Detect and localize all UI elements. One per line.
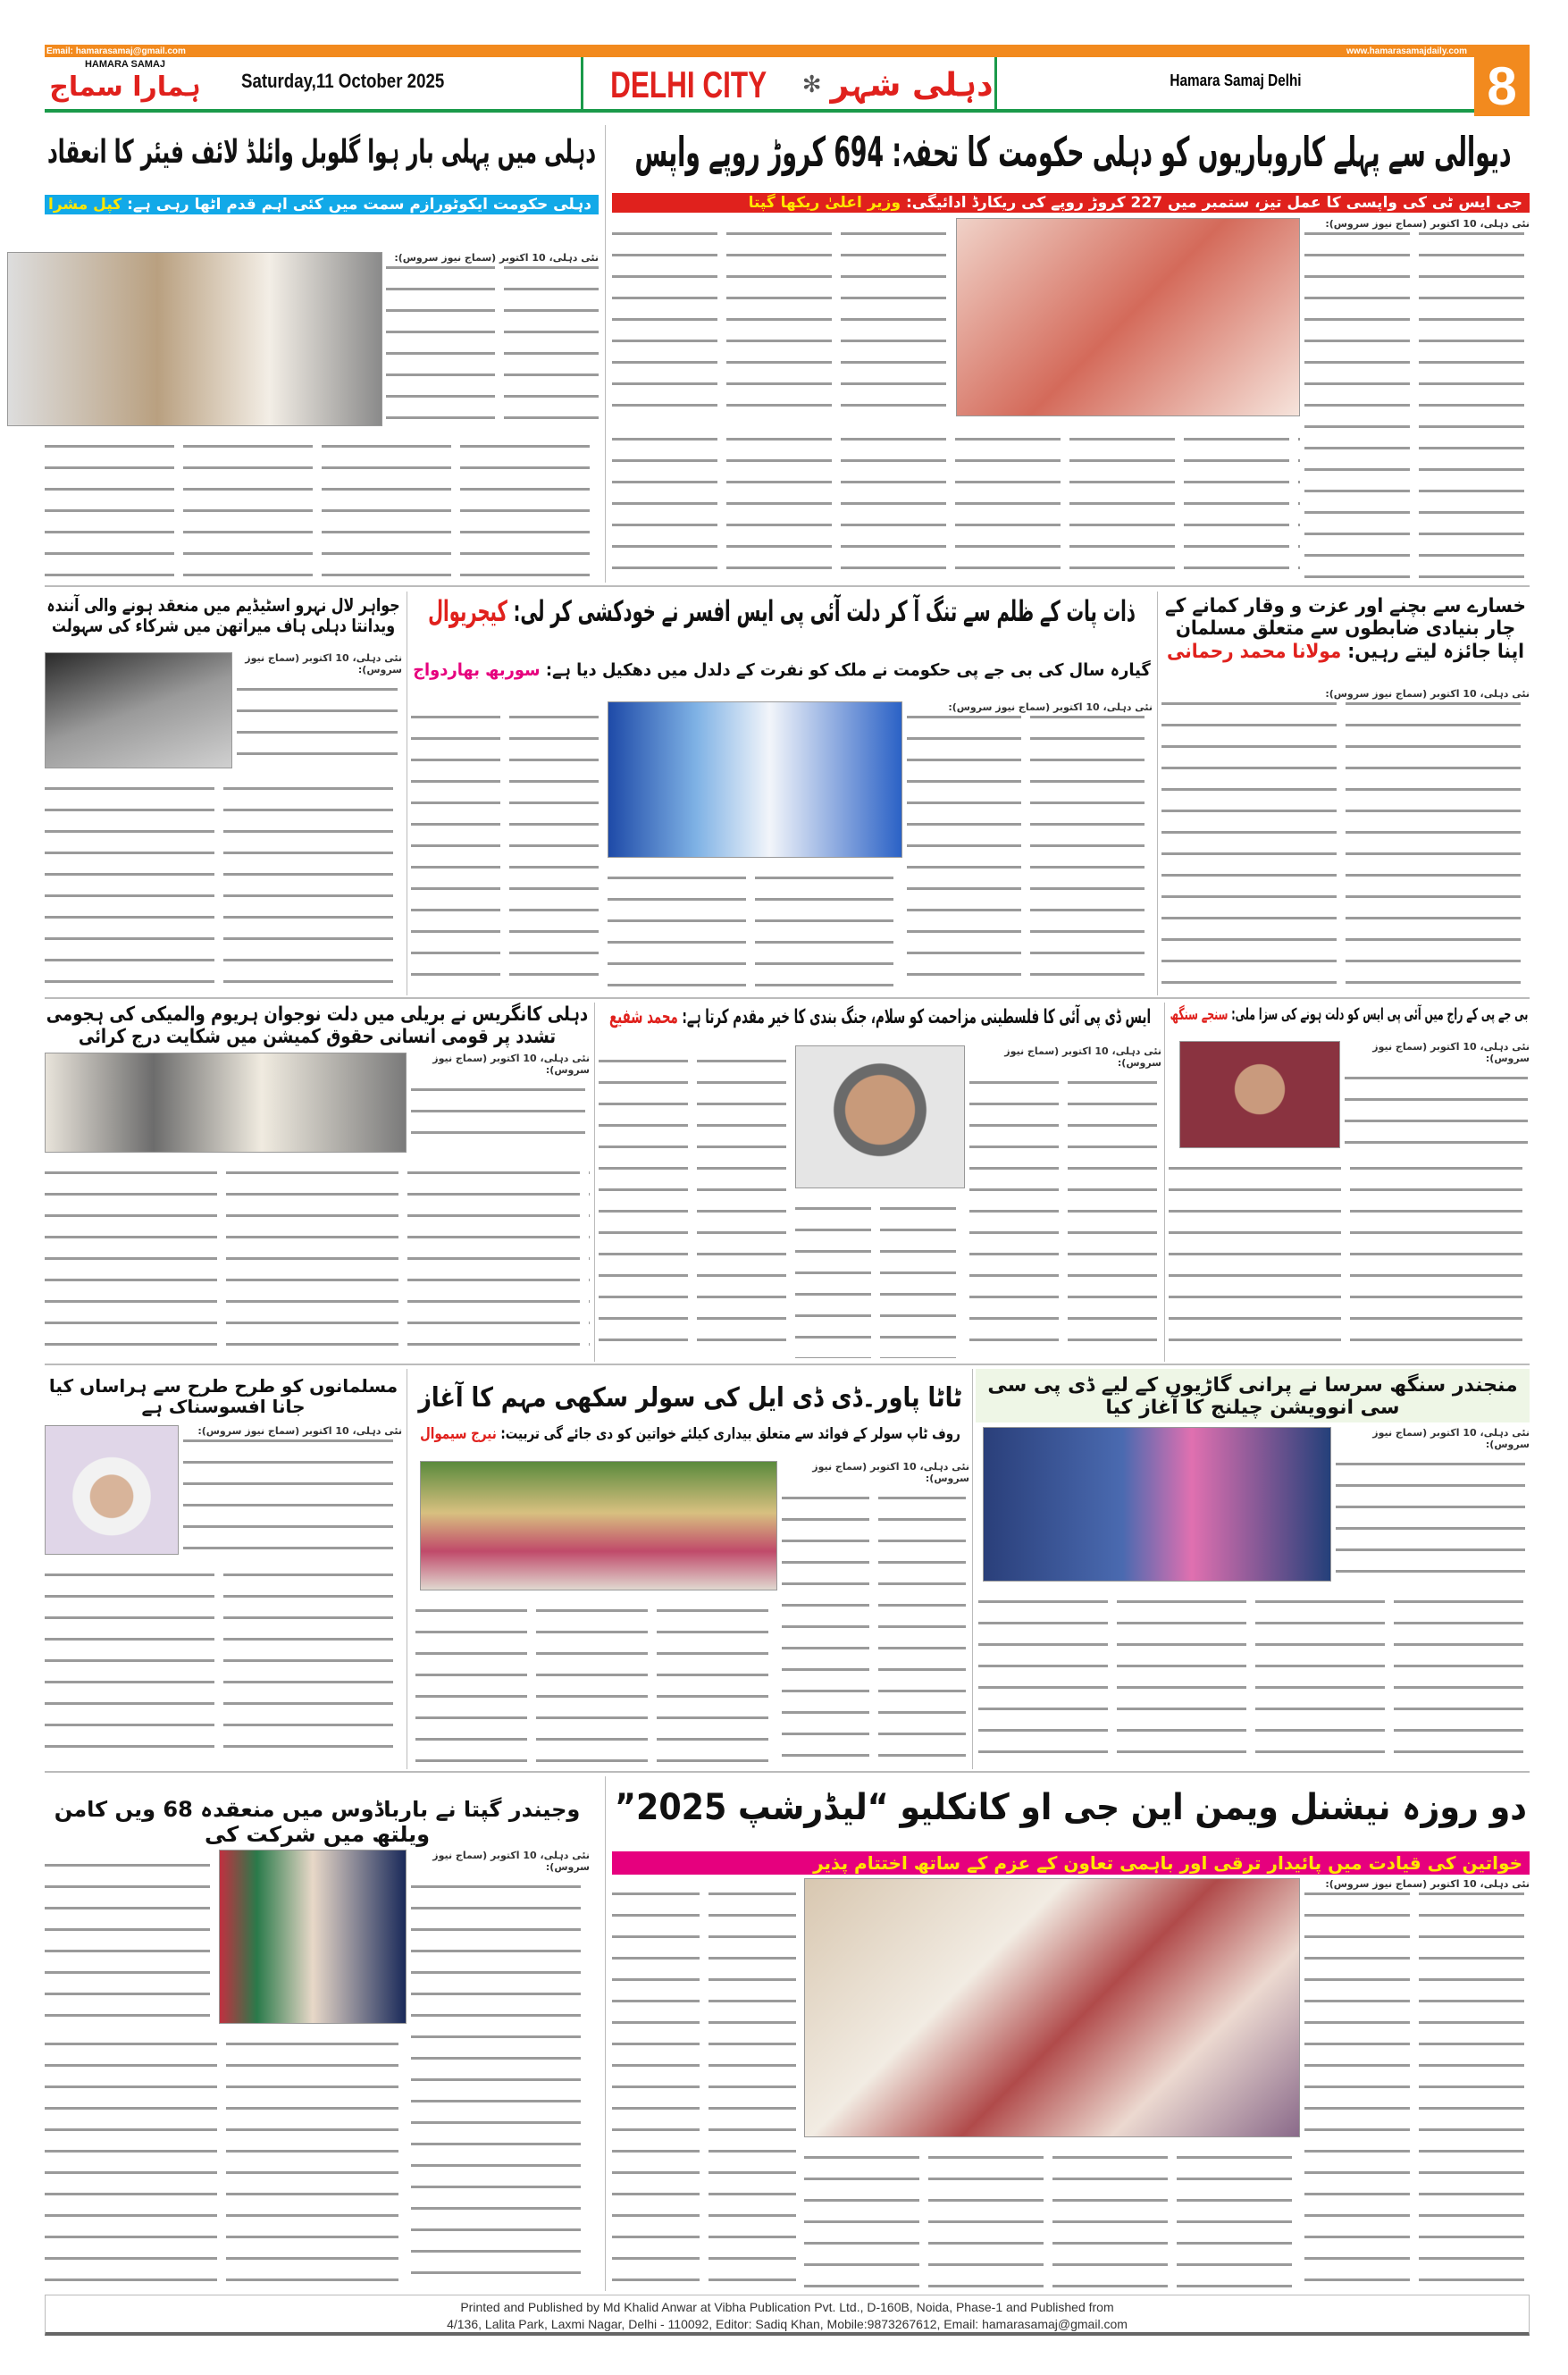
subhead-solar [411, 1426, 969, 1458]
headline-congress: دہلی کانگریس نے بریلی میں دلت نوجوان ہریوم والمیکی کی ہجومی تشدد پر قومی انسانی حقوق کمیشن میں شکایت درج کرائی [46, 1003, 589, 1049]
headline-sanjay [1169, 1006, 1530, 1036]
byline: کپل مشرا [48, 196, 122, 214]
section-title [581, 57, 997, 113]
photo-rekha-gupta [956, 218, 1300, 416]
article-body-gupta-3 [45, 2028, 407, 2289]
headline-wildlife: دہلی میں پہلی بار ہوا گلوبل وائلڈ لائف فیئر کا انعقاد [46, 134, 597, 171]
photo-wildlife-fair [7, 252, 382, 426]
dateline: نئی دہلی، 10 اکتوبر (سماج نیوز سروس): [969, 1045, 1161, 1069]
edition: Hamara Samaj Delhi [1170, 71, 1302, 89]
byline: سنجے سنگھ [1170, 1005, 1228, 1024]
article-body-sdpi-3 [795, 1193, 965, 1358]
headline-kejriwal [411, 595, 1153, 656]
article-body-gst [1304, 218, 1530, 581]
page-number: 8 [1474, 57, 1530, 116]
imprint-line2: 4/136, Lalita Park, Laxmi Nagar, Delhi - 110092, Editor: Sadiq Khan, Mobile:9873267612, Email: hamarasamaj@gmail.com [447, 2317, 1128, 2331]
subhead-women-ngo [612, 1851, 1530, 1875]
subhead-kejriwal [411, 661, 1153, 697]
article-body-kejriwal-3 [608, 862, 902, 992]
imprint-line1: Printed and Published by Md Khalid Anwar at Vibha Publication Pvt. Ltd., D-160B, Noida, Phase-1 and Published from [460, 2300, 1114, 2314]
dateline: نئی دہلی، 10 اکتوبر (سماج نیوز سروس): [1321, 688, 1530, 700]
headline-marathon: جواہر لال نہرو اسٹیڈیم میں منعقد ہونے والی آنندہ ویدانتا دہلی ہاف میراتھن میں شرکاء کی سہولت [46, 594, 400, 636]
logo-en: HAMARA SAMAJ [84, 59, 166, 70]
headline-sdpi [599, 1006, 1161, 1042]
headline-gst: دیوالی سے پہلے کاروباریوں کو دہلی حکومت کا تحفہ: 694 کروڑ روپے واپس [634, 128, 1512, 176]
article-body-sanjay-2 [1169, 1153, 1530, 1358]
article-body-rahmani [1161, 688, 1530, 992]
issue-date: Saturday,11 October 2025 [241, 70, 445, 92]
photo-sanjay-singh [1179, 1041, 1340, 1148]
article-body-kejriwal-2 [411, 701, 603, 992]
imprint-footer [45, 2295, 1530, 2336]
website: www.hamarasamajdaily.com [1346, 46, 1467, 56]
divider [605, 1776, 606, 2291]
article-body-wildlife [386, 252, 599, 426]
divider [45, 997, 1530, 999]
article-body-solar [782, 1461, 969, 1765]
dateline: نئی دہلی، 10 اکتوبر (سماج نیوز سروس): [411, 1053, 590, 1076]
photo-aap-press [608, 701, 902, 858]
subhead-text: روف ٹاپ سولر کے فوائد سے متعلق بیداری کیلئے خواتین کو دی جائے گی تربیت: [500, 1425, 960, 1443]
divider [1157, 592, 1158, 995]
article-body-marathon [237, 652, 402, 768]
byline: محمد شفیع [608, 1006, 678, 1028]
photo-mohammed-shafi [795, 1045, 965, 1188]
dateline: نئی دہلی، 10 اکتوبر (سماج نیوز سروس): [390, 252, 599, 264]
subhead-text: گیارہ سال کی بی جے پی حکومت نے ملک کو نفرت کے دلدل میں دھکیل دیا ہے: [545, 660, 1151, 680]
headline-text: ایس ڈی پی آئی کا فلسطینی مزاحمت کو سلام، جنگ بندی کا خیر مقدم کرتا ہے: [682, 1006, 1152, 1028]
divider [594, 1003, 595, 1362]
dateline: نئی دہلی، 10 اکتوبر (سماج نیوز سروس): [944, 701, 1153, 713]
dateline: نئی دہلی، 10 اکتوبر (سماج نیوز سروس): [1321, 1878, 1530, 1890]
subhead-wildlife [45, 195, 599, 214]
divider [605, 125, 606, 583]
article-body-women-2 [612, 1878, 800, 2289]
article-body-sirsa-2 [978, 1586, 1530, 1765]
photo-vijender-gupta [219, 1850, 407, 2024]
divider [972, 1369, 973, 1769]
article-body-sirsa [1336, 1427, 1530, 1582]
byline: کیجریوال [428, 594, 507, 628]
article-body-sdpi [969, 1045, 1161, 1358]
photo-innovation-challenge [983, 1427, 1331, 1582]
divider [1164, 1003, 1165, 1362]
byline: مولانا محمد رحمانی [1167, 640, 1342, 663]
dateline: نئی دہلی، 10 اکتوبر (سماج نیوز سروس): [1321, 218, 1530, 230]
headline-women-ngo: دو روزہ نیشنل ویمن این جی او کانکلیو “لیڈرشپ 2025” [615, 1787, 1527, 1828]
top-bar [45, 45, 1530, 57]
star-icon: ✻ [801, 71, 822, 98]
article-body-sdpi-2 [599, 1045, 791, 1358]
subhead-gst [612, 193, 1530, 213]
photo-imam [45, 1425, 179, 1555]
section-ur: دہلی شہر [830, 66, 994, 104]
photo-congress-group [45, 1053, 407, 1153]
article-body-sanjay [1345, 1041, 1530, 1148]
article-body-gst-2 [612, 218, 952, 420]
headline-sirsa: منجندر سنگھ سرسا نے پرانی گاڑیوں کے لیے ڈی پی سی سی انوویشن چیلنج کا آغاز کیا [987, 1374, 1518, 1420]
subhead-text: جی ایس ٹی کی واپسی کا عمل تیز، ستمبر میں 227 کروڑ روپے کی ریکارڈ ادائیگی: [905, 194, 1522, 212]
article-body-muslims [183, 1425, 402, 1555]
section-en: DELHI CITY [610, 63, 767, 105]
article-body-women-3 [804, 2142, 1300, 2289]
article-body-wildlife-2 [45, 431, 599, 581]
dateline: نئی دہلی، 10 اکتوبر (سماج نیوز سروس): [782, 1461, 969, 1484]
dateline: نئی دہلی، 10 اکتوبر (سماج نیوز سروس): [1336, 1427, 1530, 1450]
article-body-marathon-2 [45, 773, 402, 992]
photo-metro [45, 652, 232, 768]
headline-text: ذات پات کے ظلم سے تنگ آ کر دلت آئی پی ایس افسر نے خودکشی کر لی: [513, 594, 1136, 628]
article-body-muslims-2 [45, 1559, 402, 1765]
dateline: نئی دہلی، 10 اکتوبر (سماج نیوز سروس): [1345, 1041, 1530, 1064]
headline-text: بی جے پی کے راج میں آئی پی ایس کو دلت ہونے کی سزا ملی: [1231, 1005, 1529, 1024]
headline-solar: ٹاٹا پاور۔ڈی ڈی ایل کی سولر سکھی مہم کا آغاز [418, 1382, 962, 1414]
byline: نیرج سیموال [420, 1425, 497, 1443]
article-body-solar-2 [415, 1595, 777, 1765]
divider [45, 1771, 1530, 1773]
article-body-kejriwal [907, 701, 1153, 992]
divider [45, 1364, 1530, 1365]
article-body-congress [411, 1053, 590, 1153]
subhead-text: خواتین کی قیادت میں پائیدار ترقی اور باہمی تعاون کے عزم کے ساتھ اختتام پذیر [813, 1852, 1522, 1874]
email: Email: hamarasamaj@gmail.com [46, 46, 186, 56]
article-body-women [1304, 1878, 1530, 2289]
article-body-congress-2 [45, 1157, 590, 1358]
byline: سوربھ بھاردواج [413, 660, 541, 680]
dateline: نئی دہلی، 10 اکتوبر (سماج نیوز سروس): [411, 1850, 590, 1873]
headline-rahmani [1161, 595, 1530, 683]
logo [45, 59, 205, 111]
logo-ur: ہمارا سماج [49, 71, 201, 103]
article-body-gupta [411, 1850, 590, 2289]
headline-muslims: مسلمانوں کو طرح طرح سے ہراساں کیا جانا افسوسناک ہے [48, 1375, 398, 1417]
headline-gupta: وجیندر گپتا نے بارباڈوس میں منعقدہ 68 ویں کامن ویلتھ میں شرکت کی [54, 1797, 581, 1847]
byline: وزیر اعلیٰ ریکھا گپتا [748, 194, 901, 212]
dateline: نئی دہلی، 10 اکتوبر (سماج نیوز سروس): [194, 1425, 402, 1437]
divider [45, 585, 1530, 587]
dateline: نئی دہلی، 10 اکتوبر (سماج نیوز سروس): [237, 652, 402, 676]
photo-solar-sakhi [420, 1461, 777, 1590]
photo-women-conclave [804, 1878, 1300, 2137]
headline-text: خسارے سے بچنے اور عزت و وقار کمانے کے چار بنیادی ضابطوں سے متعلق مسلمان اپنا جائزہ لیتے رہیں: [1165, 595, 1526, 663]
article-body-gst-3 [612, 424, 1300, 581]
subhead-text: دہلی حکومت ایکوٹورازم سمت میں کئی اہم قدم اٹھا رہی ہے: [127, 196, 591, 214]
article-body-gupta-2 [45, 1850, 214, 2024]
